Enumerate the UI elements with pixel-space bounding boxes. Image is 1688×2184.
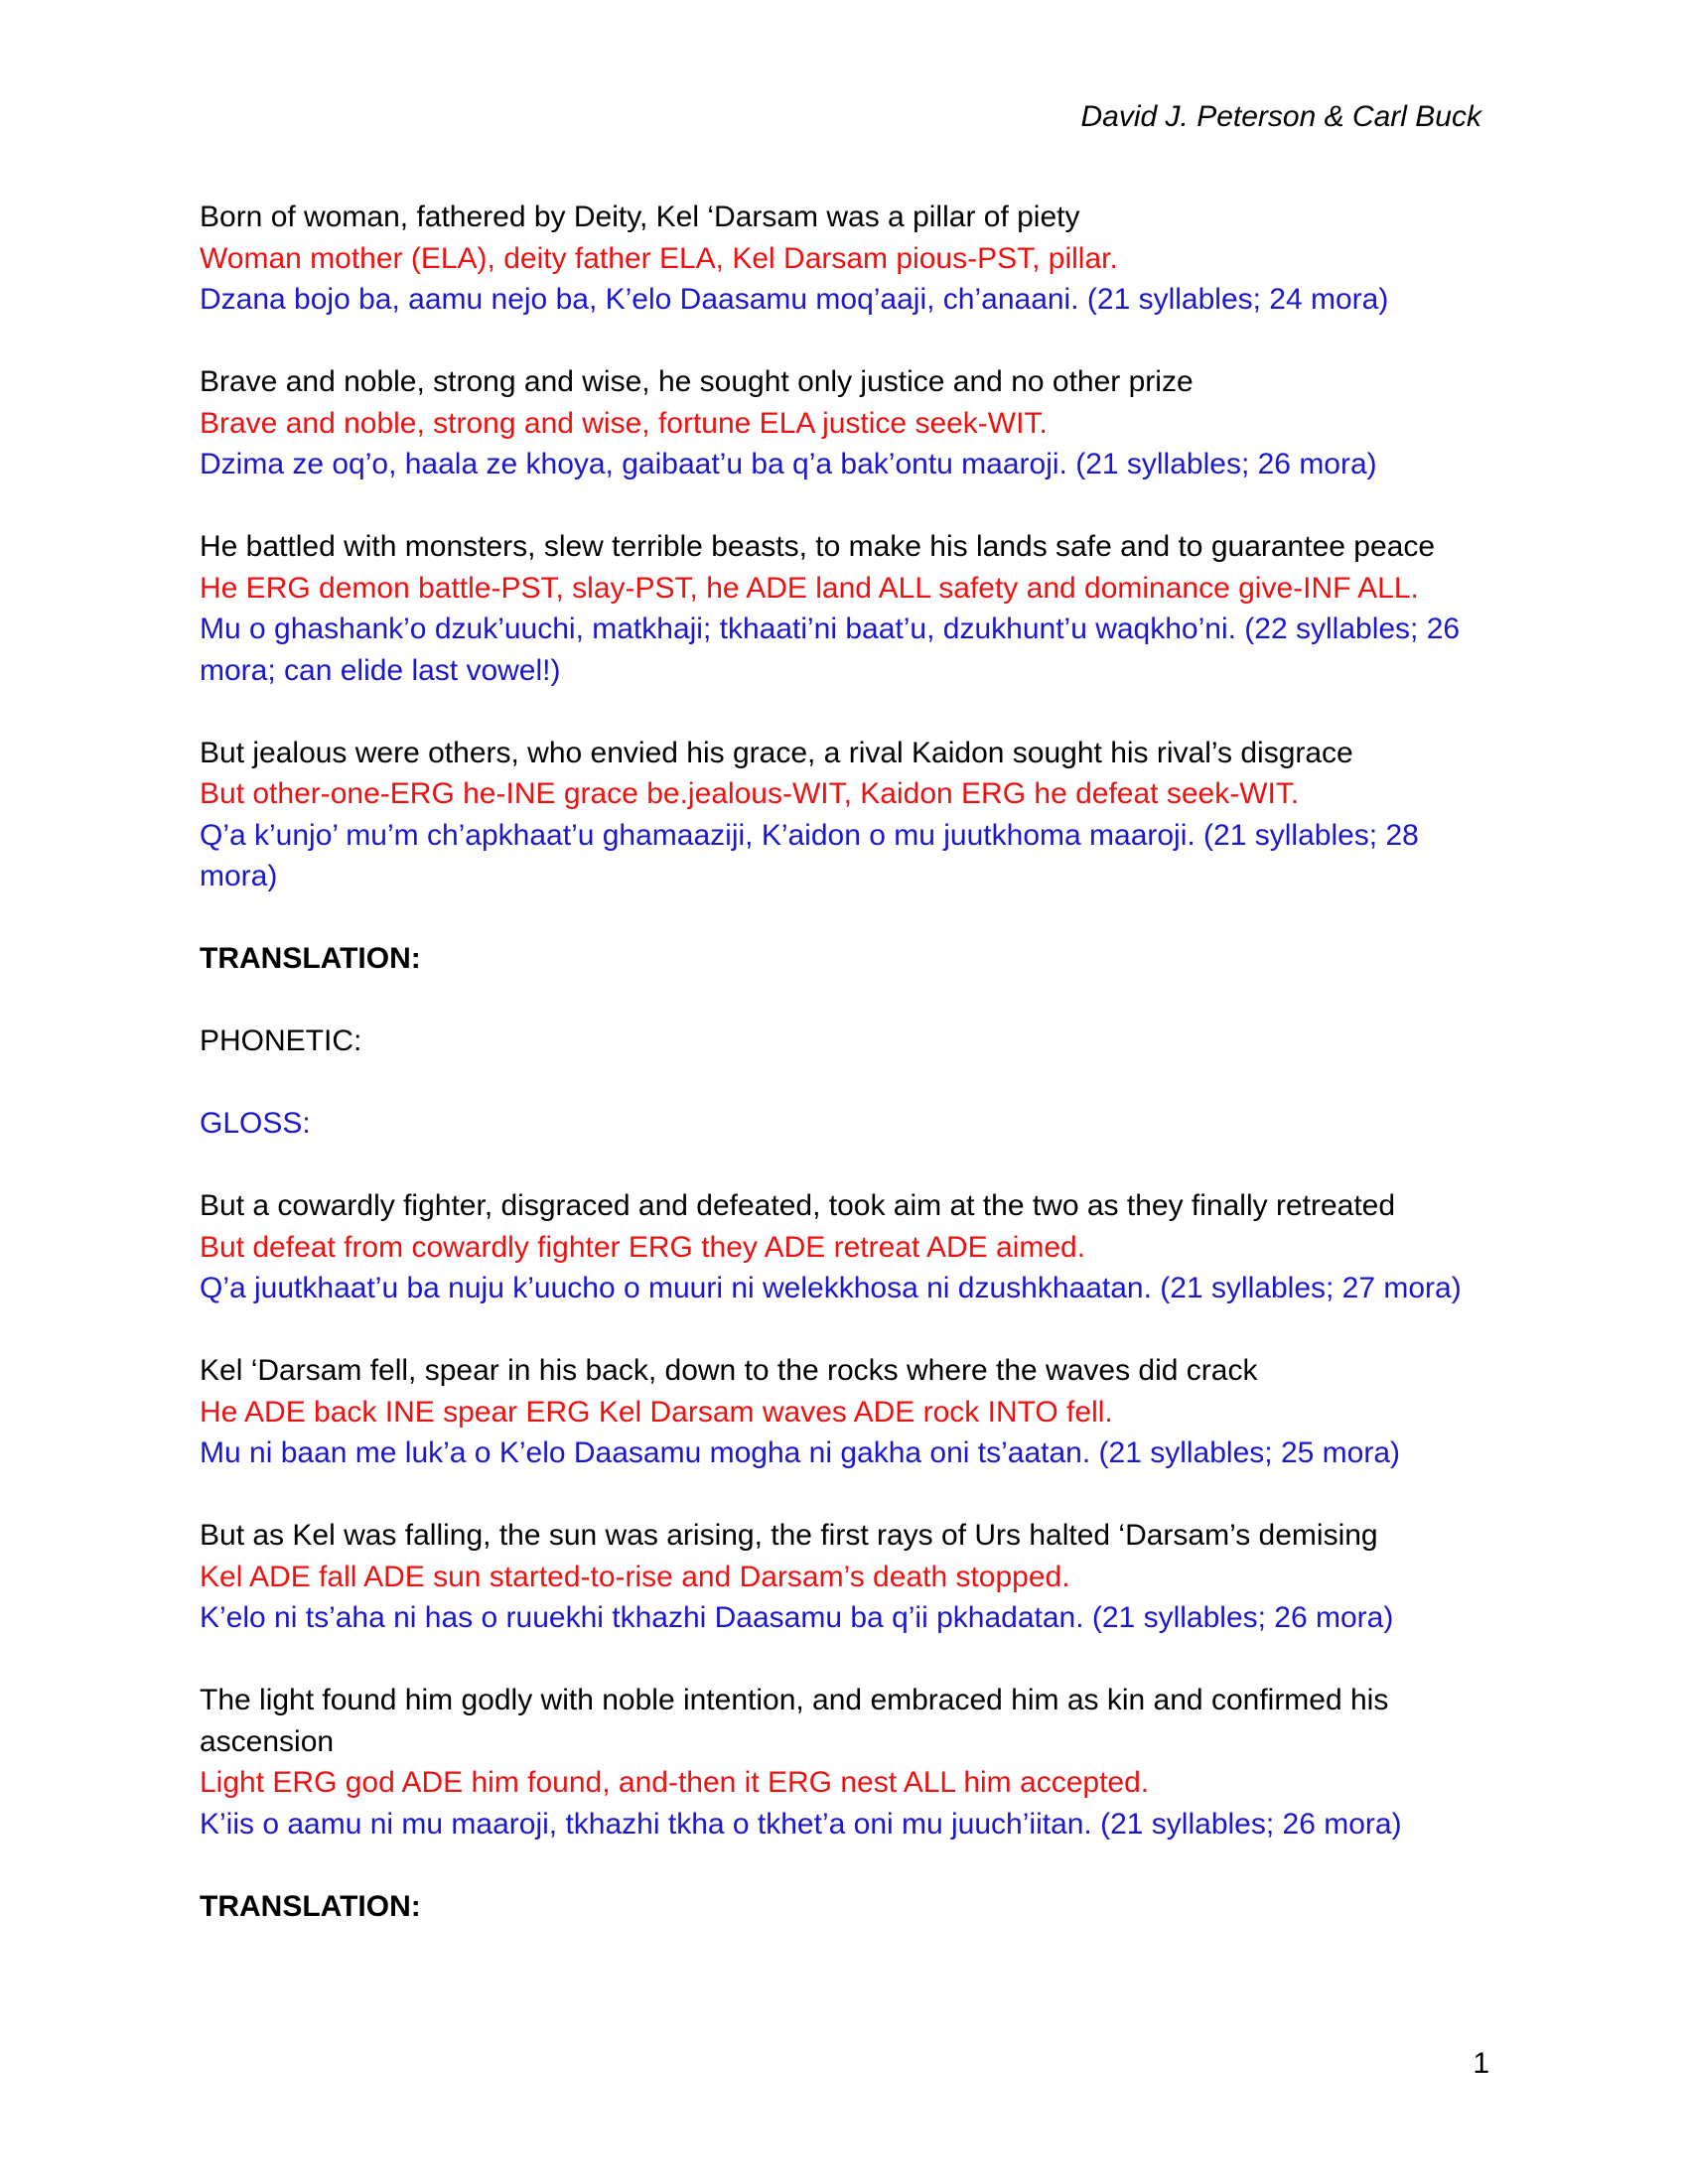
phonetic-line: Dzima ze oq’o, haala ze khoya, gaibaat’u ba q’a bak’ontu maaroji. (21 syllables; 26 mora) — [200, 448, 1377, 480]
gloss-line: He ERG demon battle-PST, slay-PST, he ADE land ALL safety and dominance give-INF ALL. — [200, 571, 1419, 605]
english-line: Born of woman, fathered by Deity, Kel ‘Darsam was a pillar of piety — [200, 201, 1080, 233]
spacer — [200, 691, 1490, 733]
gloss-label: GLOSS: — [200, 1107, 311, 1140]
gloss-line: Woman mother (ELA), deity father ELA, Kel Darsam pious-PST, pillar. — [200, 241, 1118, 275]
phonetic-label: PHONETIC: — [200, 1024, 362, 1057]
english-line: Brave and noble, strong and wise, he sought only justice and no other prize — [200, 365, 1194, 398]
phonetic-line: Mu ni baan me luk’a o K’elo Daasamu mogha ni gakha oni ts’aatan. (21 syllables; 25 mora) — [200, 1436, 1400, 1469]
gloss-line: Kel ADE fall ADE sun started-to-rise and Darsam’s death stopped. — [200, 1560, 1070, 1593]
header-authors: David J. Peterson & Carl Buck — [1080, 100, 1481, 133]
translation-heading: TRANSLATION: — [200, 1889, 421, 1923]
phonetic-line: Mu o ghashank’o dzuk’uuchi, matkhaji; tkhaati’ni baat’u, dzukhunt’u waqkho’ni. (22 syllables; 26 mora; can elide last vowel!) — [200, 613, 1461, 687]
stanza — [200, 733, 1490, 897]
stanza — [200, 361, 1490, 485]
spacer — [200, 1474, 1490, 1516]
english-line: Kel ‘Darsam fell, spear in his back, down to the rocks where the waves did crack — [200, 1354, 1258, 1387]
english-line: But a cowardly fighter, disgraced and defeated, took aim at the two as they finally retreated — [200, 1189, 1396, 1222]
spacer — [200, 1062, 1490, 1104]
phonetic-line: Q’a k’unjo’ mu’m ch’apkhaat’u ghamaaziji, K’aidon o mu juutkhoma maaroji. (21 syllables; 28 mora) — [200, 818, 1419, 892]
page-number: 1 — [1473, 2047, 1489, 2080]
gloss-line: Light ERG god ADE him found, and-then it ERG nest ALL him accepted. — [200, 1766, 1150, 1799]
phonetic-line: K’iis o aamu ni mu maaroji, tkhazhi tkha o tkhet’a oni mu juuch’iitan. (21 syllables; 26 mora) — [200, 1807, 1402, 1841]
gloss-line: Brave and noble, strong and wise, fortune ELA justice seek-WIT. — [200, 406, 1048, 440]
phonetic-line: K’elo ni ts’aha ni has o ruuekhi tkhazhi Daasamu ba q’ii pkhadatan. (21 syllables; 26 mora) — [200, 1601, 1394, 1634]
stanza — [200, 1515, 1490, 1639]
english-line: But jealous were others, who envied his grace, a rival Kaidon sought his rival’s disgrace — [200, 736, 1353, 769]
phonetic-line: Dzana bojo ba, aamu nejo ba, K’elo Daasamu moq’aaji, ch’anaani. (21 syllables; 24 mora) — [200, 283, 1389, 316]
spacer — [200, 1145, 1490, 1186]
stanza — [200, 1185, 1490, 1309]
stanza — [200, 1350, 1490, 1474]
spacer — [200, 485, 1490, 527]
spacer — [200, 897, 1490, 939]
spacer — [200, 1844, 1490, 1886]
english-line: He battled with monsters, slew terrible beasts, to make his lands safe and to guarantee peace — [200, 530, 1436, 563]
spacer — [200, 1309, 1490, 1351]
gloss-line: But other-one-ERG he-INE grace be.jealous-WIT, Kaidon ERG he defeat seek-WIT. — [200, 777, 1300, 810]
document-body — [200, 197, 1490, 1927]
stanza — [200, 197, 1490, 321]
spacer — [200, 1639, 1490, 1681]
stanza — [200, 526, 1490, 691]
english-line: The light found him godly with noble intention, and embraced him as kin and confirmed his ascension — [200, 1684, 1389, 1758]
english-line: But as Kel was falling, the sun was arising, the first rays of Urs halted ‘Darsam’s demising — [200, 1519, 1378, 1552]
translation-heading: TRANSLATION: — [200, 942, 421, 975]
gloss-line: He ADE back INE spear ERG Kel Darsam waves ADE rock INTO fell. — [200, 1395, 1113, 1429]
phonetic-line: Q’a juutkhaat’u ba nuju k’uucho o muuri ni welekkhosa ni dzushkhaatan. (21 syllables; 27 mora) — [200, 1272, 1462, 1304]
stanza — [200, 1680, 1490, 1844]
spacer — [200, 321, 1490, 362]
spacer — [200, 980, 1490, 1022]
gloss-line: But defeat from cowardly fighter ERG they ADE retreat ADE aimed. — [200, 1230, 1086, 1264]
